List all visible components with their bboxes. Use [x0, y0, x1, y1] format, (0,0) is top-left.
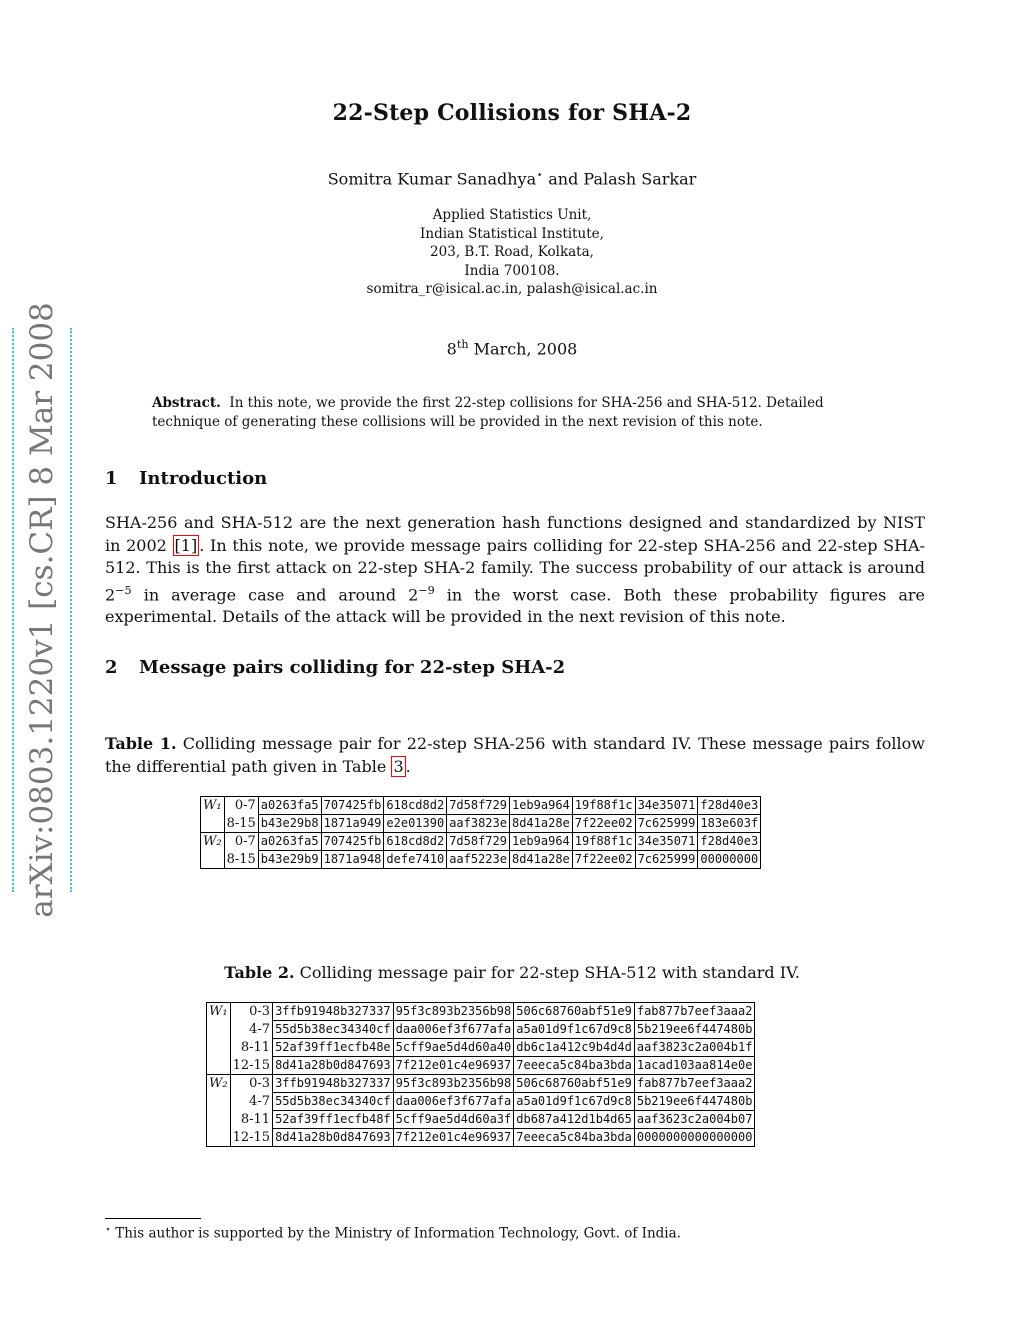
hex-cell: 1eb9a964	[509, 797, 572, 815]
hex-cell: e2e01390	[384, 815, 447, 833]
range-label: 8-15	[224, 815, 258, 833]
hex-cell: f28d40e3	[698, 797, 761, 815]
affiliation	[0, 206, 1024, 299]
hex-cell: 1acad103aa814e0e	[634, 1057, 755, 1075]
range-label: 8-11	[230, 1039, 272, 1057]
hex-cell: aaf5223e	[447, 851, 510, 869]
hex-cell: 618cd8d2	[384, 833, 447, 851]
paper-date: 8th March, 2008	[446, 338, 578, 359]
hex-cell: 95f3c893b2356b98	[393, 1075, 514, 1093]
abstract-text: In this note, we provide the first 22-step collisions for SHA-256 and SHA-512. Detailed technique of generating these collisions will be provided in the next revision of this note.	[152, 395, 824, 430]
affiliation-line: Applied Statistics Unit,	[432, 207, 592, 223]
author-1: Somitra Kumar Sanadhya	[327, 169, 537, 189]
hex-cell: 506c68760abf51e9	[514, 1075, 635, 1093]
table-row	[207, 1057, 755, 1075]
table-row	[201, 833, 761, 851]
hex-cell: 7d58f729	[447, 797, 510, 815]
hex-cell: 707425fb	[321, 797, 384, 815]
hex-cell: 707425fb	[321, 833, 384, 851]
table-row	[207, 1039, 755, 1057]
paper-title: 22-Step Collisions for SHA-2	[332, 100, 692, 126]
table2-caption: Table 2. Colliding message pair for 22-step SHA-512 with standard IV.	[224, 963, 800, 982]
table-row	[201, 851, 761, 869]
hex-cell: 7f212e01c4e96937	[393, 1129, 514, 1147]
table-row	[201, 815, 761, 833]
table-row	[207, 1111, 755, 1129]
table-row	[201, 797, 761, 815]
hex-cell: aaf3823c2a004b1f	[634, 1039, 755, 1057]
section-heading-message-pairs: 2 Message pairs colliding for 22-step SHA-2	[105, 657, 566, 678]
hex-cell: 19f88f1c	[572, 797, 635, 815]
word-label	[207, 1021, 231, 1039]
hex-cell: f28d40e3	[698, 833, 761, 851]
word-label	[207, 1093, 231, 1111]
hex-cell: 95f3c893b2356b98	[393, 1003, 514, 1021]
hex-cell: a0263fa5	[258, 797, 321, 815]
word-label	[201, 815, 225, 833]
hex-cell: daa006ef3f677afa	[393, 1021, 514, 1039]
hex-cell: 52af39ff1ecfb48e	[273, 1039, 394, 1057]
hex-cell: a5a01d9f1c67d9c8	[514, 1021, 635, 1039]
word-label: W₂	[207, 1075, 231, 1093]
table-row	[207, 1093, 755, 1111]
affiliation-line: 203, B.T. Road, Kolkata,	[430, 244, 594, 260]
arxiv-sidebar	[12, 302, 72, 918]
arxiv-id: arXiv:0803.1220v1 [cs.CR] 8 Mar 2008	[24, 302, 60, 918]
hex-cell: aaf3823e	[447, 815, 510, 833]
hex-cell: b43e29b9	[258, 851, 321, 869]
hex-cell: b43e29b8	[258, 815, 321, 833]
hex-cell: 7f212e01c4e96937	[393, 1057, 514, 1075]
hex-cell: 5b219ee6f447480b	[634, 1021, 755, 1039]
hex-cell: a5a01d9f1c67d9c8	[514, 1093, 635, 1111]
author-footnote-mark[interactable]: ⋆	[536, 168, 544, 181]
table-row	[207, 1003, 755, 1021]
hex-cell: 7eeeca5c84ba3bda	[514, 1057, 635, 1075]
hex-cell: 8d41a28e	[509, 851, 572, 869]
hex-cell: 7f22ee02	[572, 815, 635, 833]
table1-sha256	[200, 796, 761, 869]
range-label: 4-7	[230, 1021, 272, 1039]
hex-cell: aaf3623c2a004b07	[634, 1111, 755, 1129]
footnote: ⋆ This author is supported by the Ministry of Information Technology, Govt. of India.	[105, 1224, 681, 1242]
word-label: W₁	[201, 797, 225, 815]
footnote-rule	[105, 1218, 201, 1219]
authors	[0, 168, 1024, 188]
hex-cell: daa006ef3f677afa	[393, 1093, 514, 1111]
table-row	[207, 1021, 755, 1039]
emails[interactable]: somitra_r@isical.ac.in, palash@isical.ac.in	[366, 281, 658, 297]
hex-cell: 7eeeca5c84ba3bda	[514, 1129, 635, 1147]
section-heading-intro: 1 Introduction	[105, 468, 268, 489]
hex-cell: 55d5b38ec34340cf	[273, 1021, 394, 1039]
hex-cell: 3ffb91948b327337	[273, 1075, 394, 1093]
range-label: 0-7	[224, 833, 258, 851]
hex-cell: 7c625999	[635, 815, 698, 833]
range-label: 4-7	[230, 1093, 272, 1111]
hex-cell: 5b219ee6f447480b	[634, 1093, 755, 1111]
word-label: W₁	[207, 1003, 231, 1021]
range-label: 12-15	[230, 1057, 272, 1075]
table2-sha512	[206, 1002, 755, 1147]
hex-cell: 0000000000000000	[634, 1129, 755, 1147]
range-label: 8-15	[224, 851, 258, 869]
range-label: 0-3	[230, 1003, 272, 1021]
hex-cell: 19f88f1c	[572, 833, 635, 851]
range-label: 12-15	[230, 1129, 272, 1147]
word-label: W₂	[201, 833, 225, 851]
hex-cell: 7d58f729	[447, 833, 510, 851]
hex-cell: 8d41a28b0d847693	[273, 1057, 394, 1075]
hex-cell: defe7410	[384, 851, 447, 869]
abstract	[152, 394, 882, 432]
affiliation-line: India 700108.	[464, 262, 560, 279]
hex-cell: 8d41a28e	[509, 815, 572, 833]
hex-cell: 618cd8d2	[384, 797, 447, 815]
hex-cell: 5cff9ae5d4d60a40	[393, 1039, 514, 1057]
word-label	[201, 851, 225, 869]
citation-link[interactable]: [1]	[174, 535, 198, 555]
hex-cell: fab877b7eef3aaa2	[634, 1003, 755, 1021]
intro-paragraph: SHA-256 and SHA-512 are the next generation hash functions designed and standardized by NIST in 2002 [1] . In this note, we provide message pairs colliding for 22-step SHA-256 and 22-step SHA-512. This is the first attack on 22-step SHA-2 family. The success probability of our attack is around $2^{-5}$ in average case and around $2^{-9}$ in the worst case. Both these probability figures are experimental. Details of the attack will be provided in the next revision of this note.	[105, 513, 926, 627]
hex-cell: a0263fa5	[258, 833, 321, 851]
hex-cell: 55d5b38ec34340cf	[273, 1093, 394, 1111]
author-2: and Palash Sarkar	[543, 169, 697, 189]
hex-cell: 1871a949	[321, 815, 384, 833]
word-label	[207, 1111, 231, 1129]
table-row	[207, 1129, 755, 1147]
hex-cell: 5cff9ae5d4d60a3f	[393, 1111, 514, 1129]
range-label: 8-11	[230, 1111, 272, 1129]
word-label	[207, 1057, 231, 1075]
range-label: 0-7	[224, 797, 258, 815]
abstract-label: Abstract.	[152, 395, 221, 411]
table-ref-link[interactable]: 3	[393, 756, 404, 776]
range-label: 0-3	[230, 1075, 272, 1093]
word-label	[207, 1039, 231, 1057]
hex-cell: 34e35071	[635, 833, 698, 851]
hex-cell: 34e35071	[635, 797, 698, 815]
hex-cell: 3ffb91948b327337	[273, 1003, 394, 1021]
hex-cell: 506c68760abf51e9	[514, 1003, 635, 1021]
hex-cell: db687a412d1b4d65	[514, 1111, 635, 1129]
hex-cell: fab877b7eef3aaa2	[634, 1075, 755, 1093]
table1-caption: Table 1. Colliding message pair for 22-step SHA-256 with standard IV. These message pairs follow the differential path given in Table 3 .	[105, 734, 925, 776]
word-label	[207, 1129, 231, 1147]
hex-cell: 00000000	[698, 851, 761, 869]
hex-cell: db6c1a412c9b4d4d	[514, 1039, 635, 1057]
hex-cell: 1871a948	[321, 851, 384, 869]
hex-cell: 7f22ee02	[572, 851, 635, 869]
hex-cell: 7c625999	[635, 851, 698, 869]
hex-cell: 183e603f	[698, 815, 761, 833]
hex-cell: 52af39ff1ecfb48f	[273, 1111, 394, 1129]
hex-cell: 8d41a28b0d847693	[273, 1129, 394, 1147]
affiliation-line: Indian Statistical Institute,	[420, 225, 604, 242]
hex-cell: 1eb9a964	[509, 833, 572, 851]
table-row	[207, 1075, 755, 1093]
